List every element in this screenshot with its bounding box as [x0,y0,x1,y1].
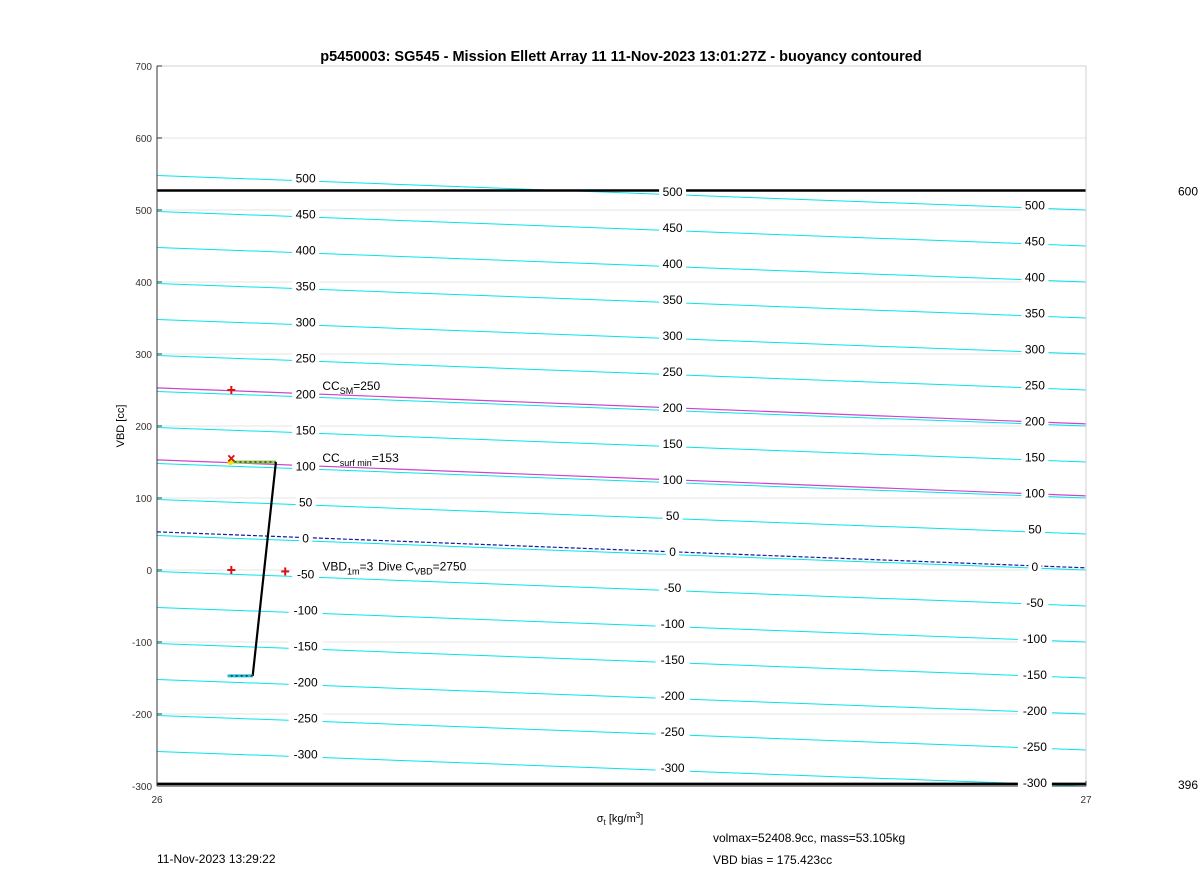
annotation-label [322,451,399,468]
x-tick-label: 26 [151,795,163,806]
plus-marker [281,567,289,575]
y-axis-label: VBD [cc] [115,404,127,448]
contour-label: -300 [293,747,318,762]
x-axis-label-unit: [kg/m [605,813,636,825]
contour-label: 150 [662,437,683,451]
contour-label: -150 [1022,668,1047,683]
footer-timestamp: 11-Nov-2023 13:29:22 [157,852,276,866]
contour-label: 50 [298,495,313,510]
annotation-base: Dive C [378,559,415,574]
annotation-label [322,560,373,577]
annotation-sub: 1m [347,566,360,577]
plus-marker [227,386,235,394]
chart-title: p5450003: SG545 - Mission Ellett Array 11 11-Nov-2023 13:01:27Z - buoyancy contoured [320,49,922,65]
vbd-limit-label: 600 [1178,184,1199,199]
annotation-base: CC [322,450,340,465]
contour-label: 250 [662,365,683,379]
x-tick-label: 27 [1080,795,1092,806]
contour-label: 300 [1024,342,1045,357]
contour-label: -100 [660,617,685,631]
contour-label: -100 [293,603,318,618]
x-axis-label [597,811,644,827]
footer-volmax-mass: volmax=52408.9cc, mass=53.105kg [713,831,906,845]
contour-label: 100 [1024,486,1045,501]
x-axis-label-main: σ [596,813,604,825]
vbd-limit-label: 396 [1178,777,1199,792]
contour-label: -200 [1022,704,1047,719]
contour-label: 300 [662,329,683,343]
annotation-rest: =3 [359,559,374,574]
contour-label: 400 [662,257,683,271]
y-tick-label: 0 [146,566,152,577]
contour-label: 150 [295,423,316,438]
trajectory-descent [253,462,276,676]
contour-label: 200 [662,401,683,415]
zero-buoyancy-line [157,532,1086,568]
contour-label: 200 [295,387,316,402]
annotation-label [322,379,380,396]
contour-label: 100 [295,459,316,474]
footer-vbd-bias: VBD bias = 175.423cc [713,853,833,867]
contour-label: -200 [293,675,318,690]
contour-label: 50 [665,509,680,523]
contour-label: -150 [293,639,318,654]
annotation-base: CC [322,378,340,393]
annotation-rest: =2750 [432,559,467,574]
label-layer [289,170,1199,792]
contour-label: 150 [1024,450,1045,465]
contour-label: 250 [295,351,316,366]
contour-label: -200 [660,689,685,703]
contour-label: -50 [296,567,315,582]
annotation-rest: =250 [353,378,381,393]
annotation-rest: =153 [371,450,399,465]
y-tick-label: 200 [135,422,152,433]
contour-label: 0 [302,531,309,546]
y-tick-label: 700 [135,62,152,73]
contour-label: -50 [663,581,682,595]
annotation-label [378,560,467,577]
contour-label: 400 [295,243,316,258]
y-tick-label: 300 [135,350,152,361]
contour-label: 200 [1024,414,1045,429]
contour-label: 350 [662,293,683,307]
contour-label: -300 [1022,776,1047,791]
contour-label: 500 [662,185,683,199]
contour-label: 0 [1031,560,1039,575]
contour-line [157,535,1086,570]
y-tick-label: 100 [135,494,152,505]
contour-label: -300 [660,761,685,775]
contour-label: 450 [662,221,683,235]
contour-label: 50 [1028,522,1042,537]
annotation-base: VBD [322,559,348,574]
contour-label: -250 [1022,740,1047,755]
x-axis-label-close: ] [640,813,644,825]
y-tick-label: -100 [131,638,152,649]
contour-layer [157,175,1086,786]
contour-label: -50 [1026,596,1044,611]
contour-label: 300 [295,315,316,330]
x-axis-label-sub: t [603,818,606,827]
y-tick-label: -200 [131,710,152,721]
contour-label: 0 [669,545,676,559]
contour-label: 450 [295,207,316,222]
x-axis-label-sup: 3 [635,811,641,820]
contour-label: 500 [1024,198,1045,213]
annotation-sub: VBD [414,566,433,577]
y-tick-label: 500 [135,206,152,217]
contour-label: 100 [662,473,683,487]
annotation-sub: surf min [339,457,372,468]
contour-label: 250 [1024,378,1045,393]
y-tick-label: 600 [135,134,152,145]
y-tick-label: 400 [135,278,152,289]
y-tick-label: -300 [131,782,152,793]
contour-label: 350 [295,279,316,294]
contour-label: -250 [660,725,685,739]
contour-label: 350 [1024,306,1045,321]
contour-label: 450 [1024,234,1045,249]
contour-label: 500 [295,171,316,186]
contour-label: -250 [293,711,318,726]
contour-label: -100 [1022,632,1047,647]
contour-label: -150 [660,653,685,667]
plus-marker [227,566,235,574]
axes-layer [132,62,1092,806]
annotation-sub: SM [339,385,354,396]
contour-label: 400 [1024,270,1045,285]
